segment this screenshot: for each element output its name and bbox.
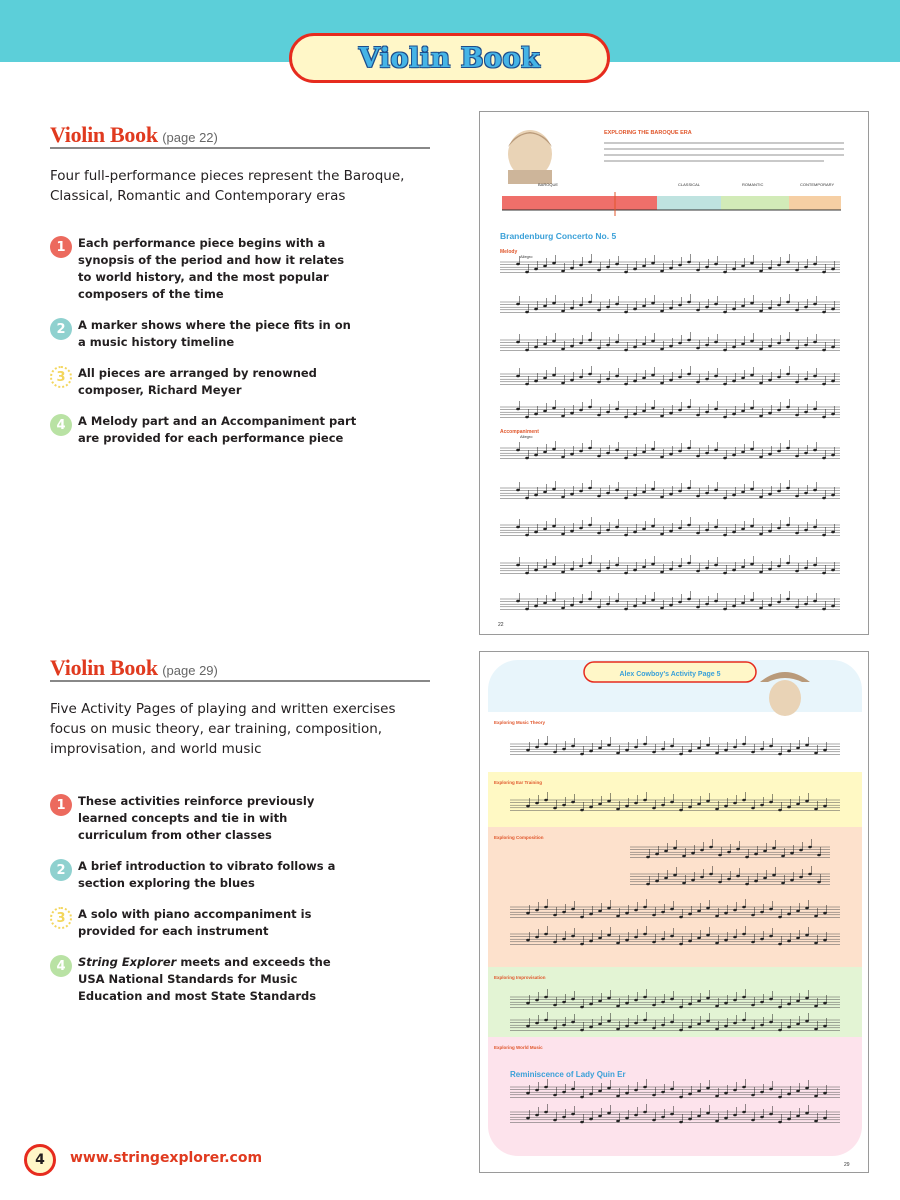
music-staff [500,555,840,574]
music-staff [500,294,840,313]
part-label-accompaniment: Accompaniment [500,429,539,435]
number-badge: 4 [50,414,72,436]
page-preview-activity [479,651,869,1173]
section-intro: Five Activity Pages of playing and written exercises focus on music theory, ear training, composition, improvisation, and world music [50,701,396,757]
activity-band [488,1037,862,1157]
activity-band [488,772,862,827]
list-item [50,858,430,892]
music-staff [500,480,840,499]
tempo-marking: Allegro [520,254,533,259]
list-item-text: A marker shows where the piece fits in on a music history timeline [78,318,351,349]
era-heading: EXPLORING THE BAROQUE ERA [604,130,692,136]
page-number: 22 [498,622,504,628]
activity-banner-title: Alex Cowboy's Activity Page 5 [619,671,721,678]
number-badge: 2 [50,318,72,340]
music-staff [500,254,840,273]
list-item-text: A solo with piano accompaniment is provided for each instrument [78,907,312,938]
timeline-era-contemporary [789,196,841,210]
section-intro: Four full-performance pieces represent the Baroque, Classical, Romantic and Contemporary eras [50,168,405,204]
list-item [50,317,430,351]
page-number: 29 [844,1162,850,1168]
number-badge: 1 [50,794,72,816]
number-badge: 4 [50,955,72,977]
section-heading [50,122,430,149]
music-staff [500,332,840,351]
music-staff [500,399,840,418]
list-item-text-rest: meets and exceeds the USA National Standards for Music Education and most State Standards [78,955,331,1003]
music-staff [500,591,840,610]
list-item [50,906,430,940]
part-label-melody: Melody [500,249,518,255]
list-item-text: Each performance piece begins with a synopsis of the period and how it relates to world history, and the most popular composers of the time [78,236,345,301]
section-heading [50,655,430,682]
activity-label: Exploring Improvisation [494,975,546,980]
section-title: Violin Book [50,655,158,680]
list-item [50,365,430,399]
timeline-era-baroque [502,196,657,210]
era-label: CLASSICAL [678,182,701,187]
section-violin-book-page-22 [50,122,430,461]
number-badge: 2 [50,859,72,881]
activity-label: Exploring Music Theory [494,720,546,725]
page-preview-graphic [480,112,869,635]
list-item-text: All pieces are arranged by renowned composer, Richard Meyer [78,366,317,397]
era-label: BAROQUE [538,182,559,187]
list-item-text: A Melody part and an Accompaniment part are provided for each performance piece [78,414,357,445]
activity-label: Exploring Ear Training [494,780,543,785]
list-item-text [78,954,358,1005]
activity-label: Exploring Composition [494,835,544,840]
music-staves [500,254,840,610]
section-title: Violin Book [50,122,158,147]
era-label: ROMANTIC [742,182,764,187]
page-number-badge: 4 [24,1144,56,1176]
music-staff [500,517,840,536]
timeline-era-romantic [721,196,789,210]
page-title-badge [289,33,610,83]
music-staff [500,366,840,385]
composer-portrait [508,130,552,184]
list-item [50,413,430,447]
product-name: String Explorer [78,955,177,969]
section-page-ref: (page 22) [162,130,218,145]
website-link[interactable]: www.stringexplorer.com [70,1150,263,1166]
page-title: Violin Book [358,42,541,74]
synopsis-lines [604,142,844,162]
list-item-text: These activities reinforce previously learned concepts and tie in with curriculum from other classes [78,794,315,842]
music-staff [500,440,840,459]
era-label: CONTEMPORARY [800,182,835,187]
world-music-title: Reminiscence of Lady Quin Er [510,1070,626,1079]
number-badge: 1 [50,236,72,258]
list-item [50,954,430,1005]
number-badge: 3 [50,366,72,388]
list-item-text: A brief introduction to vibrato follows a section exploring the blues [78,859,336,890]
page-preview-graphic [480,652,869,1173]
list-item [50,235,430,303]
activity-label: Exploring World Music [494,1045,543,1050]
timeline-era-classical [657,196,721,210]
piece-title: Brandenburg Concerto No. 5 [500,231,617,241]
section-violin-book-page-29 [50,655,430,1019]
list-item [50,793,430,844]
tempo-marking: Allegro [520,434,533,439]
number-badge: 3 [50,907,72,929]
page-preview-baroque [479,111,869,635]
section-page-ref: (page 29) [162,663,218,678]
